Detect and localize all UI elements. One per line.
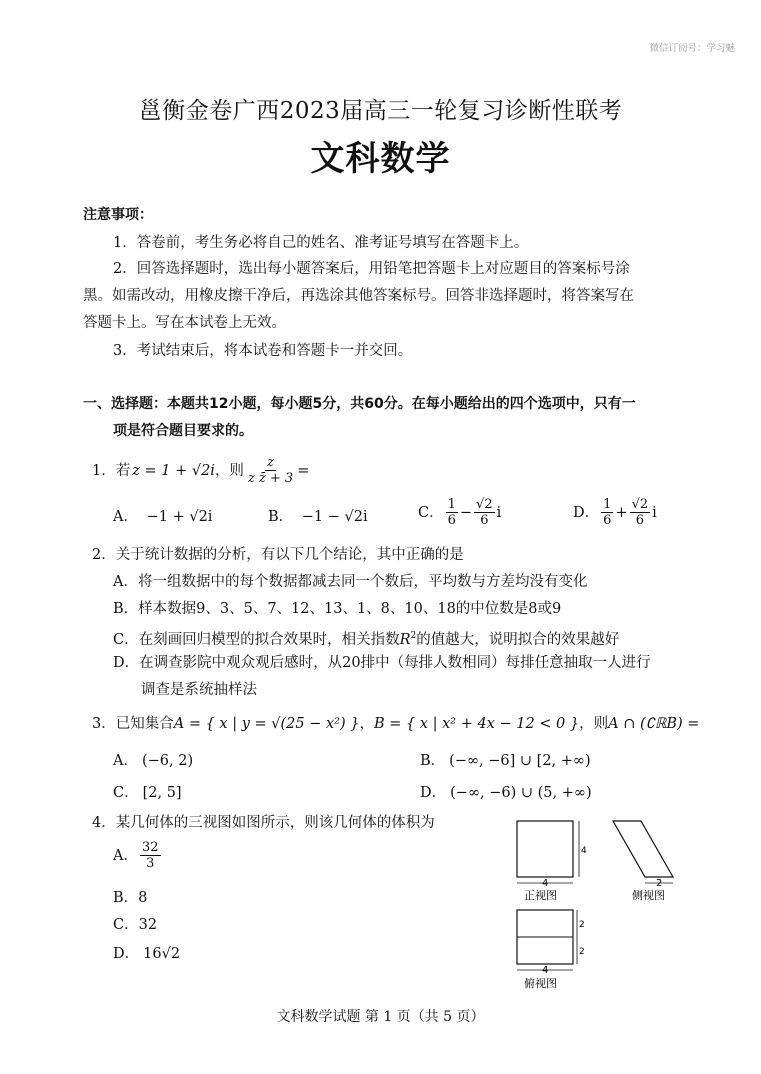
q1-prefix: 若: [115, 462, 131, 479]
watermark: 微信订阅号：学习魅: [649, 43, 735, 54]
q1-option-d-frac1-num: 1: [603, 497, 612, 512]
q3-option-c-label: C．: [113, 785, 139, 801]
q2-option-c-exp: 2: [410, 631, 417, 641]
notice-item-2-line-2: 黑。如需改动，用橡皮擦干净后，再选涂其他答案标号。回答非选择题时，将答案写在: [83, 288, 634, 304]
q2-option-a: A．将一组数据中的每个数据都减去同一个数后，平均数与方差均没有变化: [113, 574, 588, 590]
q3-option-d: [420, 783, 592, 803]
q4-option-c: C．32: [113, 917, 158, 933]
q1-option-a-label: A．: [113, 509, 138, 525]
q3-option-a: [113, 751, 193, 771]
q1-option-b-text: −1 − √2i: [301, 509, 368, 525]
side-view-label: 侧视图: [632, 889, 665, 902]
section-1-heading-cont: 项是符合题目要求的。: [113, 423, 253, 439]
notice-item-2-line-3: 答题卡上。写在本试卷上无效。: [83, 315, 286, 331]
q4-option-a-frac: [140, 840, 161, 871]
q2-option-c-pre: C．在刻画回归模型的拟合效果时，相关指数: [113, 631, 400, 648]
q4-option-a-label: A．: [113, 847, 138, 864]
q1-fraction: [246, 455, 295, 486]
q1-option-c-frac1: [446, 497, 458, 528]
q1-option-c-frac2-num: √2: [476, 497, 493, 512]
side-view-parallelogram: [613, 821, 673, 877]
top-width-label: 4: [542, 965, 549, 976]
q2-option-b: B．样本数据9、3、5、7、12、13、1、8、10、18的中位数是8或9: [113, 601, 562, 617]
q4-option-d: [113, 944, 180, 964]
q1-option-a-text: −1 + √2i: [146, 509, 213, 525]
q3-set-a: A = { x | y = √(25 − x²) }: [173, 716, 360, 732]
q3-option-c: [113, 783, 182, 803]
q1-number: 1．: [92, 462, 116, 479]
q1-option-d-frac2-den: 6: [635, 513, 644, 528]
front-view-label: 正视图: [524, 889, 557, 902]
q1-option-d-label: D．: [573, 504, 600, 521]
q1-option-d-i: i: [652, 504, 657, 521]
q1-option-d-frac2-num: √2: [631, 497, 649, 512]
q1-option-c-frac1-den: 6: [447, 513, 456, 528]
top-dim-b-label: 2: [579, 947, 585, 957]
q1-equals: =: [297, 462, 310, 479]
q1-frac-denominator: z z̄ + 3: [247, 471, 294, 486]
q1-option-a: [113, 507, 212, 527]
top-view-label: 俯视图: [524, 977, 557, 990]
q1-option-c-frac2: [474, 497, 495, 528]
notice-item-3: 3．考试结束后，将本试卷和答题卡一并交回。: [113, 343, 413, 359]
section-1-heading: 一、选择题：本题共12小题，每小题5分，共60分。在每小题给出的四个选项中，只有一: [83, 396, 636, 412]
q1-option-c-i: i: [496, 504, 502, 521]
three-view-figure: [505, 815, 690, 995]
question-3-stem: [92, 714, 699, 734]
q1-condition: z = 1 + √2i: [132, 462, 215, 479]
q4-option-b: B．8: [113, 890, 148, 906]
q3-expression: A ∩ (∁ℝB) =: [608, 716, 700, 732]
q1-option-b-label: B．: [268, 509, 294, 525]
q4-option-d-label: D．: [113, 946, 140, 962]
side-width-label: 2: [656, 878, 663, 889]
q2-option-c-var: R: [399, 631, 411, 648]
front-view-square: [517, 821, 573, 877]
exam-title: 邕衡金卷广西2023届高三一轮复习诊断性联考: [138, 98, 623, 124]
q1-option-c: [418, 497, 501, 528]
notice-heading: 注意事项：: [83, 207, 153, 223]
q1-option-d-frac1: [601, 497, 613, 528]
q3-prefix: 已知集合: [115, 716, 174, 732]
q1-option-d: [573, 497, 657, 528]
q1-frac-numerator: z: [267, 455, 274, 470]
notice-item-2-line-1: 2．回答选择题时，选出每小题答案后，用铅笔把答题卡上对应题目的答案标号涂: [113, 261, 630, 277]
q3-option-b-label: B．: [420, 753, 446, 769]
q1-option-c-frac2-den: 6: [480, 513, 489, 528]
q1-option-d-frac2: [630, 497, 651, 528]
q4-option-a-num: 32: [141, 840, 159, 855]
front-width-label: 4: [542, 878, 549, 889]
question-4-stem: 4．某几何体的三视图如图所示，则该几何体的体积为: [92, 815, 435, 831]
question-2-stem: 2．关于统计数据的分析，有以下几个结论，其中正确的是: [92, 547, 464, 563]
q1-option-d-sign: +: [615, 504, 628, 521]
q3-option-a-label: A．: [113, 753, 138, 769]
q1-mid: ，则: [214, 462, 244, 479]
front-height-label: 4: [581, 846, 587, 856]
q3-number: 3．: [92, 716, 116, 732]
q1-option-c-sign: −: [459, 504, 473, 521]
q4-option-a-den: 3: [146, 856, 155, 871]
subject-title: 文科数学: [310, 139, 451, 179]
q2-option-c-post: 的值越大，说明拟合的效果越好: [416, 631, 620, 648]
q4-option-a: [113, 840, 163, 871]
q3-option-d-label: D．: [420, 785, 447, 801]
q3-set-b: B = { x | x² + 4x − 12 < 0 }: [373, 716, 580, 732]
q3-post: ，则: [579, 716, 609, 732]
q3-comma: ，: [359, 716, 374, 732]
q1-option-d-frac1-den: 6: [603, 513, 612, 528]
q3-option-b-text: (−∞, −6] ∪ [2, +∞): [449, 753, 591, 769]
q3-option-c-text: [2, 5]: [142, 785, 182, 801]
page-footer: 文科数学试题 第 1 页（共 5 页）: [276, 1009, 485, 1025]
top-dim-a-label: 2: [579, 920, 585, 930]
q3-option-a-text: (−6, 2): [141, 753, 194, 769]
q3-option-b: [420, 751, 591, 771]
q2-option-d-line-1: D．在调查影院中观众观后感时，从20排中（每排人数相同）每排任意抽取一人进行: [113, 655, 651, 671]
q3-option-d-text: (−∞, −6) ∪ (5, +∞): [450, 785, 592, 801]
q1-option-c-frac1-num: 1: [447, 497, 456, 512]
notice-item-1: 1．答卷前，考生务必将自己的姓名、准考证号填写在答题卡上。: [113, 235, 529, 251]
q1-option-c-label: C．: [418, 504, 444, 521]
q2-option-c: [113, 626, 619, 650]
q4-option-d-text: 16√2: [143, 946, 181, 962]
question-1-stem: [92, 455, 309, 486]
q2-option-d-line-2: 调查是系统抽样法: [141, 682, 257, 698]
q1-option-b: [268, 507, 368, 527]
